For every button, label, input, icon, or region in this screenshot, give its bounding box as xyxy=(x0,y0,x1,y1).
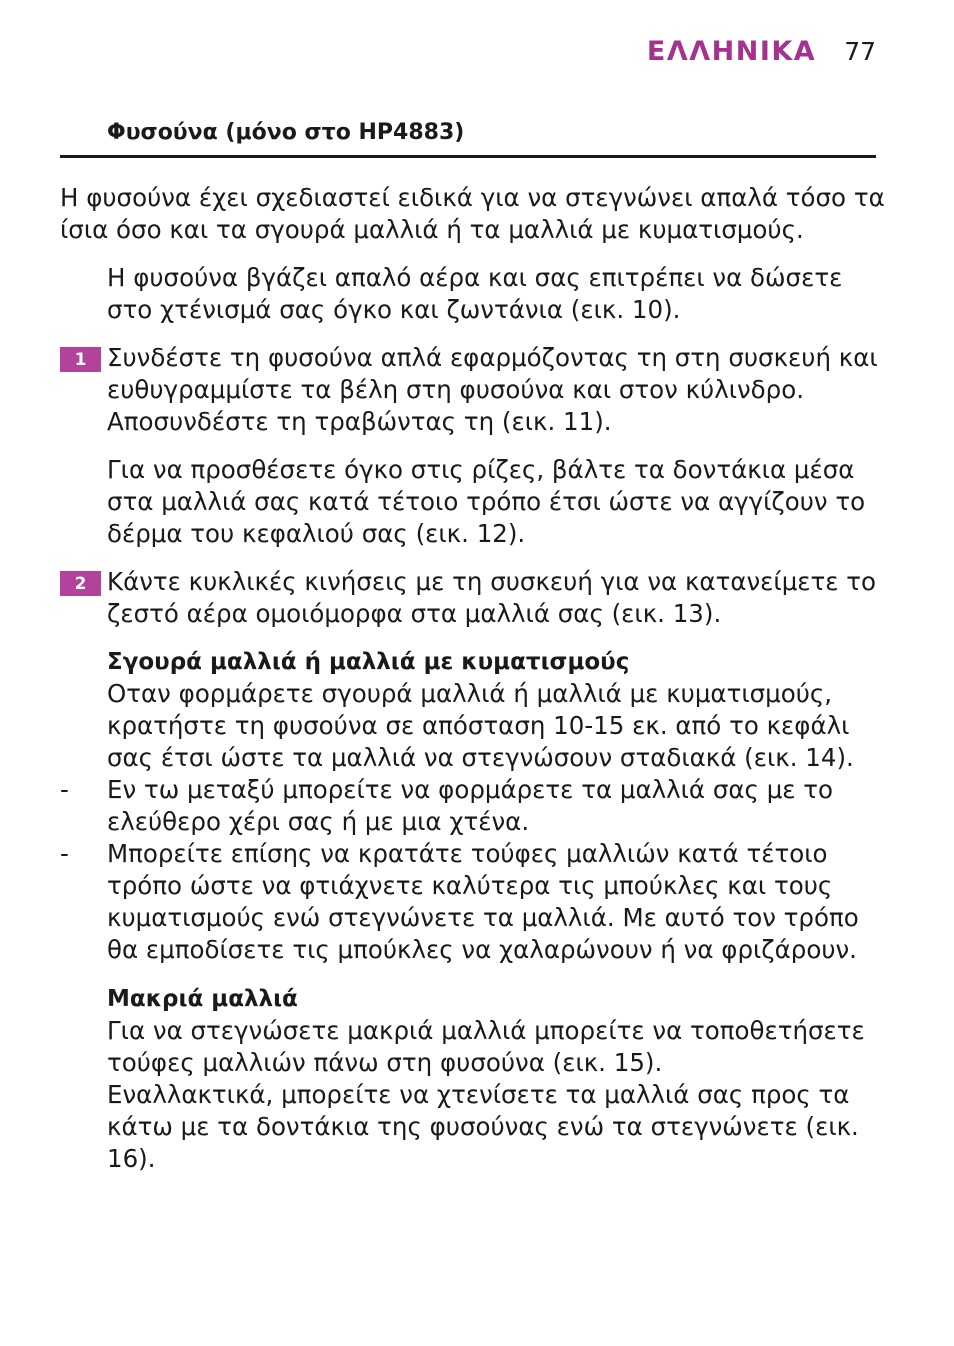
step-2-text: Κάντε κυκλικές κινήσεις με τη συσκευή για να κατανείμετε το ζεστό αέρα ομοιόμορφα στα μαλλιά σας (εικ. 13). xyxy=(107,567,877,628)
intro-paragraph: Η φυσούνα έχει σχεδιαστεί ειδικά για να στεγνώνει απαλά τόσο τα ίσια όσο και τα σγουρά μαλλιά ή τα μαλλιά με κυματισμούς. xyxy=(60,183,885,244)
long-hair-paragraph-1: Για να στεγνώσετε μακριά μαλλιά μπορείτε να τοποθετήσετε τούφες μαλλιών πάνω στη φυσούνα (εικ. 15). xyxy=(107,1016,865,1077)
note-paragraph-1: Η φυσούνα βγάζει απαλό αέρα και σας επιτρέπει να δώσετε στο χτένισμά σας όγκο και ζωντάνια (εικ. 10). xyxy=(107,263,843,324)
step-1-text: Συνδέστε τη φυσούνα απλά εφαρμόζοντας τη στη συσκευή και ευθυγραμμίστε τα βέλη στη φυσούνα και στον κύλινδρο. Αποσυνδέστε τη τραβώντας τη (εικ. 11). xyxy=(107,343,878,436)
step-number-badge: 1 xyxy=(60,347,101,372)
bullet-dash: - xyxy=(60,839,69,868)
list-item xyxy=(0,774,954,838)
list-item-text: Μπορείτε επίσης να κρατάτε τούφες μαλλιών κατά τέτοιο τρόπο ώστε να φτιάχνετε καλύτερα τις μπούκλες και τους κυματισμούς ενώ στεγνώνετε τα μαλλιά. Με αυτό τον τρόπο θα εμποδίσετε τις μπούκλες να χαλαρώνουν ή να φριζάρουν. xyxy=(107,839,859,964)
note-paragraph-2: Για να προσθέσετε όγκο στις ρίζες, βάλτε τα δοντάκια μέσα στα μαλλιά σας κατά τέτοιο τρόπο έτσι ώστε να αγγίζουν το δέρμα του κεφαλιού σας (εικ. 12). xyxy=(107,455,866,548)
section-divider xyxy=(60,155,876,158)
bullet-dash: - xyxy=(60,775,69,804)
subheading-long-hair: Μακριά μαλλιά xyxy=(107,986,298,1012)
curly-hair-paragraph: Οταν φορμάρετε σγουρά μαλλιά ή μαλλιά με κυματισμούς, κρατήστε τη φυσούνα σε απόσταση 10-15 εκ. από το κεφάλι σας έτσι ώστε τα μαλλιά να στεγνώσουν σταδιακά (εικ. 14). xyxy=(107,679,854,772)
page-number: 77 xyxy=(844,37,876,66)
page-content xyxy=(0,182,954,1175)
step-2 xyxy=(0,566,954,630)
subheading-curly-hair: Σγουρά μαλλιά ή μαλλιά με κυματισμούς xyxy=(107,649,630,675)
list-item xyxy=(0,838,954,966)
step-1 xyxy=(0,342,954,438)
list-item-text: Εν τω μεταξύ μπορείτε να φορμάρετε τα μαλλιά σας με το ελεύθερο χέρι σας ή με μια χτένα. xyxy=(107,775,834,836)
step-number-badge: 2 xyxy=(60,571,101,596)
section-title: Φυσούνα (μόνο στο HP4883) xyxy=(107,120,465,145)
long-hair-paragraph-2: Εναλλακτικά, μπορείτε να χτενίσετε τα μαλλιά σας προς τα κάτω με τα δοντάκια της φυσούνας ενώ τα στεγνώνετε (εικ. 16). xyxy=(107,1080,859,1173)
language-label: ΕΛΛΗΝΙΚΑ xyxy=(646,36,817,67)
page-header xyxy=(647,36,876,67)
